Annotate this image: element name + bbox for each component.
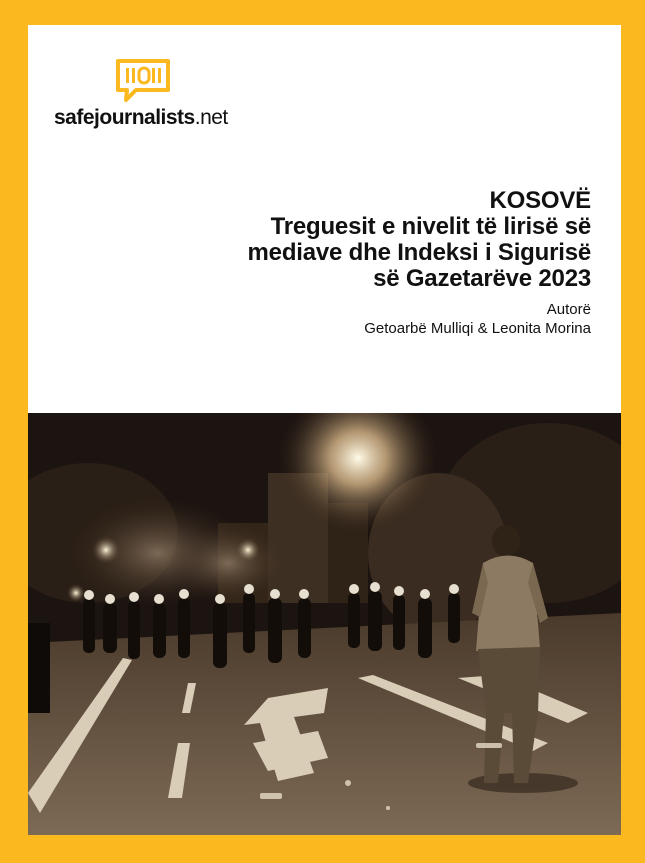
speech-bubble-microphone-icon bbox=[114, 58, 172, 102]
report-title-line-1: Treguesit e nivelit të lirisë së bbox=[270, 213, 591, 240]
report-title-block bbox=[248, 188, 591, 338]
cover-page bbox=[28, 25, 621, 835]
street-light-left bbox=[92, 536, 120, 564]
report-country: KOSOVË bbox=[489, 187, 591, 214]
brand-name bbox=[54, 106, 228, 130]
cover-photo bbox=[28, 413, 621, 835]
brand-name-suffix: .net bbox=[194, 106, 228, 129]
authors-label: Autorë bbox=[546, 301, 591, 318]
brand-name-bold: safejournalists bbox=[54, 106, 195, 129]
street-light-center bbox=[236, 538, 260, 562]
bystander-left bbox=[28, 623, 50, 713]
report-title-line-3: së Gazetarëve 2023 bbox=[373, 265, 591, 292]
protest-scene-illustration bbox=[28, 413, 621, 835]
authors-names: Getoarbë Mulliqi & Leonita Morina bbox=[364, 320, 591, 337]
street-light-far-left bbox=[67, 584, 85, 602]
report-title-line-2: mediave dhe Indeksi i Sigurisë bbox=[247, 239, 591, 266]
